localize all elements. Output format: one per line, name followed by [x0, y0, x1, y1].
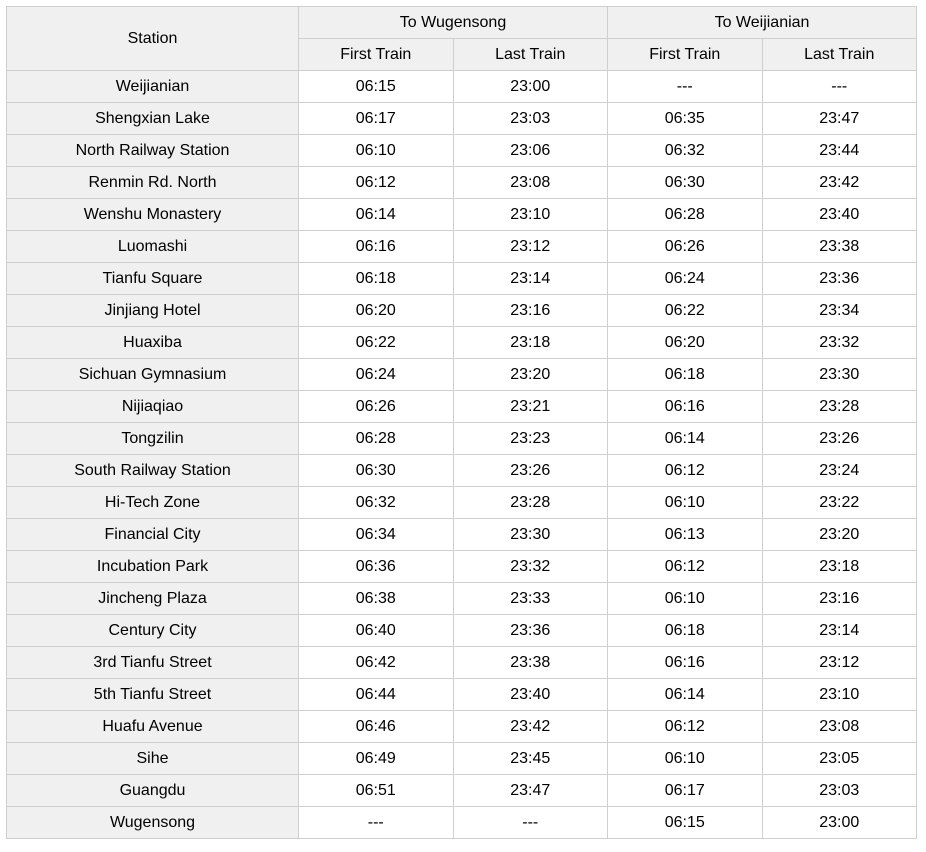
station-name-cell: 3rd Tianfu Street: [7, 647, 299, 679]
station-name-cell: Incubation Park: [7, 551, 299, 583]
station-name-cell: Guangdu: [7, 775, 299, 807]
to-weijianian-first-train-cell: 06:12: [608, 711, 763, 743]
to-weijianian-last-train-cell: 23:42: [762, 167, 917, 199]
to-wugensong-first-train-cell: 06:12: [299, 167, 454, 199]
last-train-header: Last Train: [762, 39, 917, 71]
first-train-header: First Train: [608, 39, 763, 71]
to-weijianian-first-train-cell: 06:12: [608, 455, 763, 487]
to-wugensong-first-train-cell: 06:38: [299, 583, 454, 615]
to-weijianian-last-train-cell: 23:22: [762, 487, 917, 519]
to-wugensong-last-train-cell: 23:45: [453, 743, 608, 775]
station-name-cell: Tongzilin: [7, 423, 299, 455]
to-wugensong-first-train-cell: ---: [299, 807, 454, 839]
to-wugensong-last-train-cell: 23:47: [453, 775, 608, 807]
to-weijianian-last-train-cell: ---: [762, 71, 917, 103]
table-row: [7, 327, 917, 359]
to-weijianian-first-train-cell: 06:10: [608, 583, 763, 615]
to-weijianian-first-train-cell: 06:30: [608, 167, 763, 199]
to-weijianian-last-train-cell: 23:30: [762, 359, 917, 391]
direction-header-weijianian: To Weijianian: [608, 7, 917, 39]
to-weijianian-first-train-cell: 06:24: [608, 263, 763, 295]
to-weijianian-last-train-cell: 23:26: [762, 423, 917, 455]
to-weijianian-first-train-cell: 06:32: [608, 135, 763, 167]
table-row: [7, 199, 917, 231]
table-row: [7, 647, 917, 679]
to-wugensong-last-train-cell: 23:42: [453, 711, 608, 743]
table-row: [7, 679, 917, 711]
to-weijianian-first-train-cell: 06:35: [608, 103, 763, 135]
table-row: [7, 295, 917, 327]
to-weijianian-last-train-cell: 23:38: [762, 231, 917, 263]
station-name-cell: Renmin Rd. North: [7, 167, 299, 199]
station-name-cell: Century City: [7, 615, 299, 647]
table-row: [7, 231, 917, 263]
to-wugensong-last-train-cell: 23:18: [453, 327, 608, 359]
train-schedule-table: [6, 6, 917, 839]
to-wugensong-first-train-cell: 06:16: [299, 231, 454, 263]
to-wugensong-first-train-cell: 06:34: [299, 519, 454, 551]
to-wugensong-first-train-cell: 06:17: [299, 103, 454, 135]
table-row: [7, 263, 917, 295]
to-weijianian-first-train-cell: 06:10: [608, 743, 763, 775]
to-wugensong-last-train-cell: 23:36: [453, 615, 608, 647]
to-weijianian-first-train-cell: 06:22: [608, 295, 763, 327]
to-wugensong-first-train-cell: 06:18: [299, 263, 454, 295]
table-row: [7, 711, 917, 743]
to-weijianian-last-train-cell: 23:12: [762, 647, 917, 679]
to-wugensong-first-train-cell: 06:42: [299, 647, 454, 679]
to-weijianian-last-train-cell: 23:16: [762, 583, 917, 615]
to-wugensong-last-train-cell: 23:40: [453, 679, 608, 711]
to-weijianian-last-train-cell: 23:18: [762, 551, 917, 583]
station-column-header: Station: [7, 7, 299, 71]
to-weijianian-last-train-cell: 23:47: [762, 103, 917, 135]
to-wugensong-last-train-cell: 23:38: [453, 647, 608, 679]
to-weijianian-first-train-cell: 06:14: [608, 679, 763, 711]
to-weijianian-last-train-cell: 23:36: [762, 263, 917, 295]
table-row: [7, 807, 917, 839]
to-wugensong-last-train-cell: 23:21: [453, 391, 608, 423]
table-row: [7, 743, 917, 775]
to-weijianian-last-train-cell: 23:14: [762, 615, 917, 647]
to-wugensong-first-train-cell: 06:14: [299, 199, 454, 231]
to-weijianian-first-train-cell: 06:12: [608, 551, 763, 583]
to-wugensong-first-train-cell: 06:40: [299, 615, 454, 647]
to-wugensong-last-train-cell: 23:28: [453, 487, 608, 519]
station-name-cell: Huaxiba: [7, 327, 299, 359]
to-wugensong-first-train-cell: 06:15: [299, 71, 454, 103]
to-weijianian-last-train-cell: 23:44: [762, 135, 917, 167]
to-wugensong-first-train-cell: 06:51: [299, 775, 454, 807]
station-name-cell: Jinjiang Hotel: [7, 295, 299, 327]
to-wugensong-last-train-cell: 23:06: [453, 135, 608, 167]
to-wugensong-last-train-cell: 23:32: [453, 551, 608, 583]
to-weijianian-first-train-cell: 06:28: [608, 199, 763, 231]
to-wugensong-first-train-cell: 06:49: [299, 743, 454, 775]
table-row: [7, 71, 917, 103]
to-wugensong-last-train-cell: 23:03: [453, 103, 608, 135]
station-name-cell: Nijiaqiao: [7, 391, 299, 423]
station-name-cell: Huafu Avenue: [7, 711, 299, 743]
table-row: [7, 583, 917, 615]
to-wugensong-last-train-cell: 23:08: [453, 167, 608, 199]
table-row: [7, 615, 917, 647]
to-wugensong-first-train-cell: 06:24: [299, 359, 454, 391]
to-wugensong-last-train-cell: ---: [453, 807, 608, 839]
to-weijianian-first-train-cell: 06:10: [608, 487, 763, 519]
header-row-directions: [7, 7, 917, 39]
to-weijianian-first-train-cell: 06:18: [608, 359, 763, 391]
to-wugensong-last-train-cell: 23:10: [453, 199, 608, 231]
to-weijianian-last-train-cell: 23:20: [762, 519, 917, 551]
to-weijianian-first-train-cell: 06:16: [608, 391, 763, 423]
table-row: [7, 775, 917, 807]
station-name-cell: Jincheng Plaza: [7, 583, 299, 615]
table-row: [7, 135, 917, 167]
direction-header-wugensong: To Wugensong: [299, 7, 608, 39]
station-name-cell: North Railway Station: [7, 135, 299, 167]
station-name-cell: Sichuan Gymnasium: [7, 359, 299, 391]
station-name-cell: Tianfu Square: [7, 263, 299, 295]
station-name-cell: Weijianian: [7, 71, 299, 103]
to-wugensong-last-train-cell: 23:12: [453, 231, 608, 263]
to-weijianian-first-train-cell: 06:26: [608, 231, 763, 263]
station-name-cell: Financial City: [7, 519, 299, 551]
to-weijianian-first-train-cell: 06:17: [608, 775, 763, 807]
table-header: [7, 7, 917, 71]
to-wugensong-last-train-cell: 23:16: [453, 295, 608, 327]
station-name-cell: Wenshu Monastery: [7, 199, 299, 231]
to-wugensong-first-train-cell: 06:26: [299, 391, 454, 423]
to-wugensong-first-train-cell: 06:10: [299, 135, 454, 167]
station-name-cell: South Railway Station: [7, 455, 299, 487]
to-wugensong-first-train-cell: 06:28: [299, 423, 454, 455]
to-wugensong-first-train-cell: 06:46: [299, 711, 454, 743]
to-wugensong-first-train-cell: 06:20: [299, 295, 454, 327]
station-name-cell: Sihe: [7, 743, 299, 775]
table-row: [7, 167, 917, 199]
last-train-header: Last Train: [453, 39, 608, 71]
table-row: [7, 423, 917, 455]
to-wugensong-first-train-cell: 06:32: [299, 487, 454, 519]
to-weijianian-first-train-cell: 06:15: [608, 807, 763, 839]
to-weijianian-last-train-cell: 23:00: [762, 807, 917, 839]
to-wugensong-first-train-cell: 06:22: [299, 327, 454, 359]
to-weijianian-first-train-cell: 06:13: [608, 519, 763, 551]
to-weijianian-last-train-cell: 23:32: [762, 327, 917, 359]
to-weijianian-first-train-cell: 06:14: [608, 423, 763, 455]
first-train-header: First Train: [299, 39, 454, 71]
station-name-cell: Wugensong: [7, 807, 299, 839]
to-weijianian-last-train-cell: 23:05: [762, 743, 917, 775]
to-wugensong-last-train-cell: 23:30: [453, 519, 608, 551]
to-weijianian-last-train-cell: 23:10: [762, 679, 917, 711]
table-row: [7, 455, 917, 487]
to-weijianian-first-train-cell: ---: [608, 71, 763, 103]
to-weijianian-first-train-cell: 06:16: [608, 647, 763, 679]
to-wugensong-last-train-cell: 23:14: [453, 263, 608, 295]
table-row: [7, 519, 917, 551]
to-wugensong-last-train-cell: 23:33: [453, 583, 608, 615]
to-wugensong-last-train-cell: 23:23: [453, 423, 608, 455]
to-weijianian-last-train-cell: 23:28: [762, 391, 917, 423]
table-row: [7, 391, 917, 423]
to-wugensong-last-train-cell: 23:20: [453, 359, 608, 391]
to-wugensong-last-train-cell: 23:00: [453, 71, 608, 103]
to-weijianian-first-train-cell: 06:20: [608, 327, 763, 359]
station-name-cell: Luomashi: [7, 231, 299, 263]
station-name-cell: Shengxian Lake: [7, 103, 299, 135]
to-weijianian-last-train-cell: 23:08: [762, 711, 917, 743]
to-wugensong-last-train-cell: 23:26: [453, 455, 608, 487]
to-weijianian-last-train-cell: 23:03: [762, 775, 917, 807]
station-name-cell: Hi-Tech Zone: [7, 487, 299, 519]
table-row: [7, 103, 917, 135]
to-weijianian-last-train-cell: 23:34: [762, 295, 917, 327]
to-wugensong-first-train-cell: 06:30: [299, 455, 454, 487]
table-row: [7, 487, 917, 519]
to-wugensong-first-train-cell: 06:44: [299, 679, 454, 711]
table-body: [7, 71, 917, 839]
table-row: [7, 359, 917, 391]
station-name-cell: 5th Tianfu Street: [7, 679, 299, 711]
to-weijianian-first-train-cell: 06:18: [608, 615, 763, 647]
to-wugensong-first-train-cell: 06:36: [299, 551, 454, 583]
table-row: [7, 551, 917, 583]
to-weijianian-last-train-cell: 23:40: [762, 199, 917, 231]
to-weijianian-last-train-cell: 23:24: [762, 455, 917, 487]
